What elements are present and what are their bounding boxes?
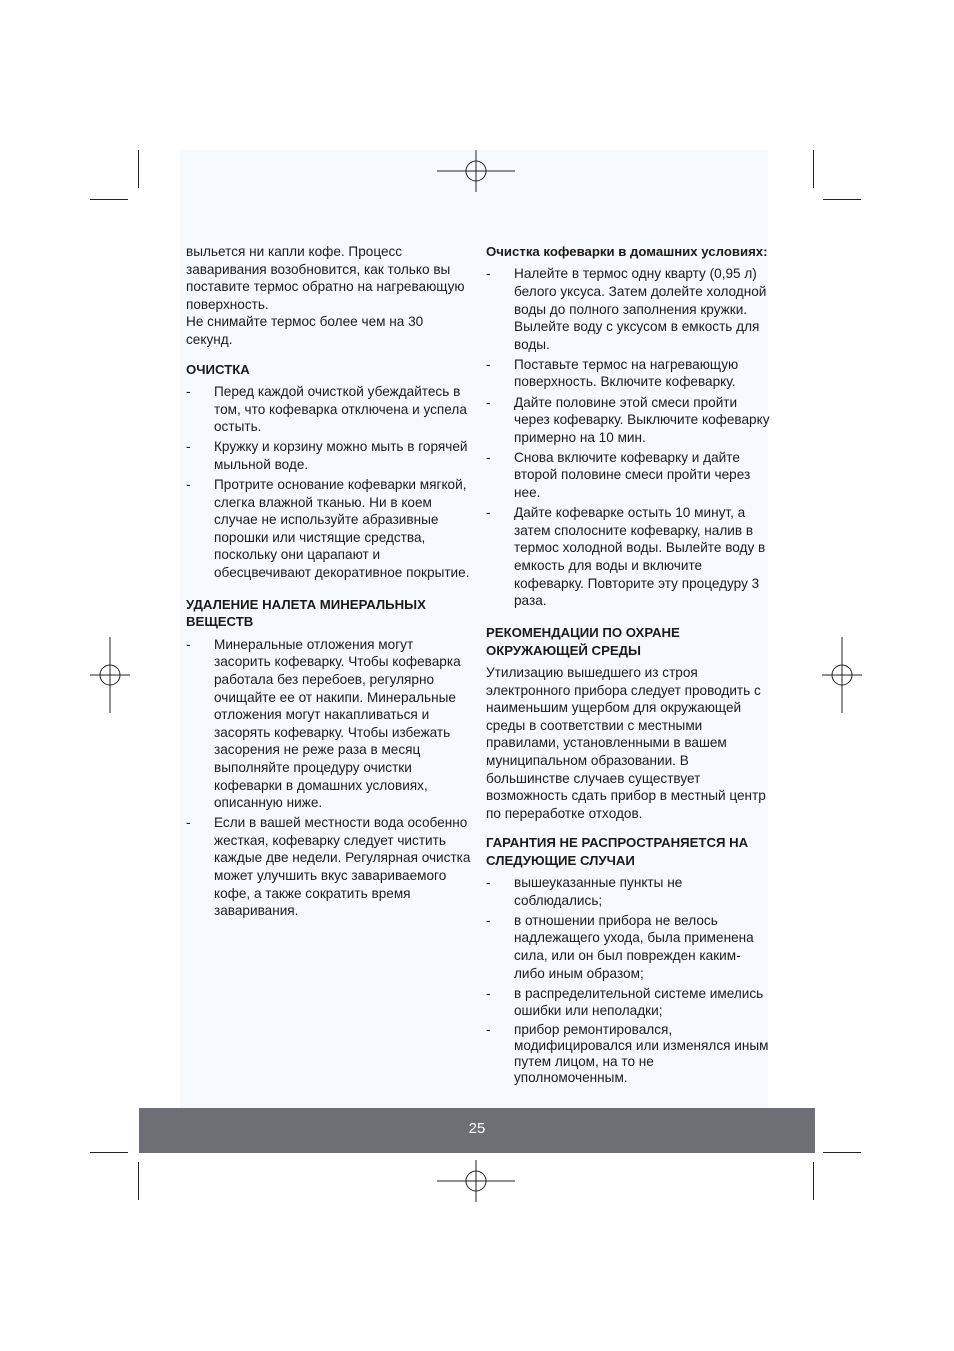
list-marker: - (486, 912, 491, 928)
list-item: - Налейте в термос одну кварту (0,95 л) белого уксуса. Затем долейте холодной воды до полного заполнения кружки. Вылейте воду с уксусом в емкость для воды. (486, 266, 767, 352)
list-item: - Дайте половине этой смеси пройти через кофеварку. Выключите кофеварку примерно на 10 мин. (486, 394, 770, 445)
list-marker: - (186, 636, 191, 652)
crop-mark-bl-h (90, 1152, 128, 1153)
list-item: - Поставьте термос на нагревающую поверхность. Включите кофеварку. (486, 356, 739, 390)
intro-note: Не снимайте термос более чем на 30 секунд. (186, 314, 424, 347)
right-column (486, 243, 771, 1089)
warranty-list (486, 874, 771, 1086)
list-marker: - (186, 476, 191, 492)
list-item: - Если в вашей местности вода особенно жесткая, кофеварку следует чистить каждые две недели. Регулярная очистка может улучшить вкус завариваемого кофе, а также сократить время заваривания. (186, 815, 471, 919)
list-item: - Снова включите кофеварку и дайте второй половине смеси пройти через нее. (486, 449, 751, 501)
list-item: - Перед каждой очисткой убеждайтесь в том, что кофеварка отключена и успела остыть. (186, 383, 467, 435)
registration-mark-bottom (437, 1160, 515, 1202)
crop-mark-tl-v (138, 150, 139, 188)
list-marker: - (486, 505, 491, 521)
list-item: - Минеральные отложения могут засорить кофеварку. Чтобы кофеварка работала без перебоев, регулярно очищайте ее от накипи. Минеральные отложения могут накапливаться и засорять кофеварку. Чтобы избежать засорения не реже раза в месяц выполняйте процедуру очистки кофеварки в домашних условиях, описанную ниже. (186, 636, 461, 811)
list-marker: - (486, 985, 491, 1001)
crop-mark-tr-h (823, 199, 861, 200)
list-marker: - (486, 1022, 491, 1038)
list-marker: - (186, 383, 191, 399)
list-marker: - (486, 449, 491, 465)
page-number: 25 (468, 1120, 486, 1137)
footer-bar (139, 1108, 815, 1153)
list-marker: - (486, 266, 491, 282)
list-item: - вышеуказанные пункты не соблюдались; (486, 875, 683, 908)
crop-mark-br-h (823, 1152, 861, 1153)
warranty-heading: ГАРАНТИЯ НЕ РАСПРОСТРАНЯЕТСЯ НА СЛЕДУЮЩИЕ СЛУЧАИ (486, 835, 749, 868)
crop-mark-br-v (813, 1162, 814, 1200)
intro-paragraph: выльется ни капли кофе. Процесс заваривания возобновится, как только вы поставите термос обратно на нагревающую поверхность. (186, 244, 465, 312)
crop-mark-tl-h (90, 199, 128, 200)
list-item: - прибор ремонтировался, модифицировался или изменялся иным путем лицом, на то не уполномоченным. (486, 1022, 769, 1086)
list-item: - Дайте кофеварке остыть 10 минут, а затем сполосните кофеварку, налив в термос холодной воды. Вылейте воду в емкость для воды и включите кофеварку. Повторите эту процедуру 3 раза. (486, 505, 766, 609)
home-cleaning-heading: Очистка кофеварки в домашних условиях: (486, 244, 768, 259)
registration-mark-top (437, 150, 515, 192)
crop-mark-bl-v (138, 1162, 139, 1200)
descaling-heading: УДАЛЕНИЕ НАЛЕТА МИНЕРАЛЬНЫХ ВЕЩЕСТВ (186, 597, 426, 630)
list-marker: - (186, 815, 191, 831)
home-cleaning-list (486, 265, 771, 609)
environment-text: Утилизацию вышедшего из строя электронного прибора следует проводить с наименьшим ущербом для окружающей среды в соответствии с местными правилами, установленными в вашем муниципальном образовании. В большинстве случаев существует возможность сдать прибор в местный центр по переработке отходов. (486, 665, 766, 821)
descaling-list (186, 636, 471, 920)
list-item: - в распределительной системе имелись ошибки или неполадки; (486, 985, 764, 1019)
list-item: - Протрите основание кофеварки мягкой, слегка влажной тканью. Ни в коем случае не используйте абразивные порошки или чистящие средства, поскольку они царапают и обесцвечивают декоративное покрытие. (186, 476, 470, 580)
list-marker: - (486, 394, 491, 410)
list-marker: - (186, 439, 191, 455)
list-marker: - (486, 356, 491, 372)
list-item: - в отношении прибора не велось надлежащего ухода, была применена сила, или он был поврежден каким-либо иным образом; (486, 912, 754, 981)
registration-mark-right (822, 637, 862, 713)
left-column (186, 243, 471, 922)
list-item: - Кружку и корзину можно мыть в горячей мыльной воде. (186, 439, 468, 472)
cleaning-heading: ОЧИСТКА (186, 361, 250, 377)
environment-heading: РЕКОМЕНДАЦИИ ПО ОХРАНЕ ОКРУЖАЮЩЕЙ СРЕДЫ (486, 625, 680, 658)
cleaning-list (186, 383, 471, 582)
list-marker: - (486, 875, 491, 891)
registration-mark-left (90, 637, 130, 713)
crop-mark-tr-v (813, 150, 814, 188)
